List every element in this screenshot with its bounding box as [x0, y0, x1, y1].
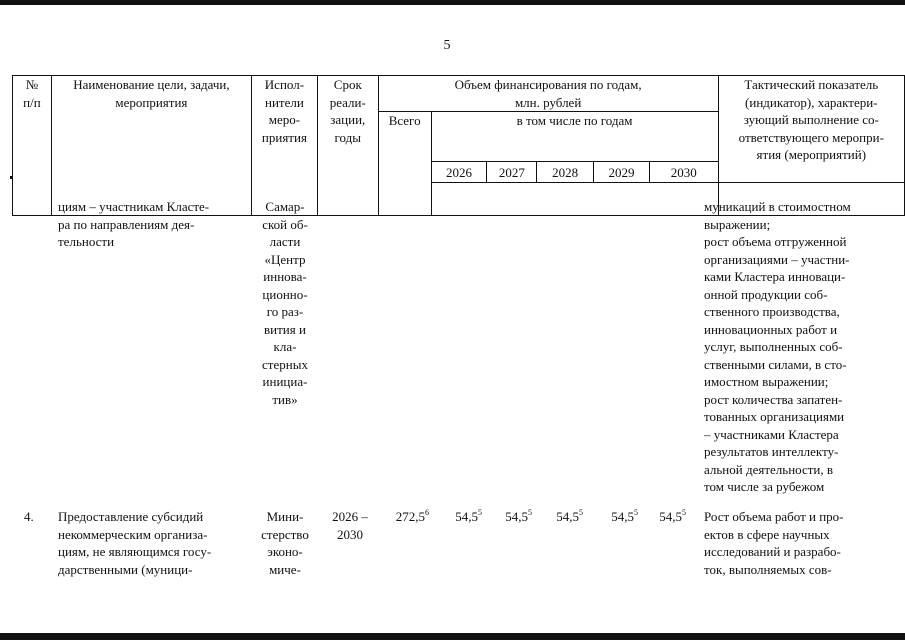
row4-period: 2026 – 2030 [332, 509, 368, 542]
header-indicator: Тактический показатель (индикатор), характери- зующий выполнение со- ответствующего меропри- ятия (мероприятий) [718, 76, 904, 183]
header-executor: Испол- нители меро- приятия [251, 76, 317, 216]
scan-border-top [0, 0, 905, 5]
row4-value-2028: 54,5$^5$ [556, 507, 583, 524]
header-year-2030: 2030 [649, 162, 718, 183]
continuation-indicator: муникаций в стоимостном выражении; рост объема отгруженной организациями – участни- ками Кластера инноваци- онной продукции соб- ственного производства, инновационных работ и услуг, выполненных соб- ственными силами, в сто- имостном выражении; рост количества запатен- тованных организациями – участниками Кластера результатов интеллекту- альной деятельности, в том числе за рубежом [704, 199, 851, 494]
header-by-years: в том числе по годам [431, 112, 718, 162]
page-number: 5 [443, 38, 451, 53]
header-year-2026: 2026 [431, 162, 487, 183]
table-header [12, 75, 905, 216]
row4-value-2026: 54,5$^5$ [455, 507, 482, 524]
header-num: № п/п [13, 76, 52, 216]
header-total: Всего [378, 112, 431, 216]
header-year-2029: 2029 [594, 162, 650, 183]
header-years-blank [431, 183, 718, 216]
row4-value-2029: 54,5$^5$ [611, 507, 638, 524]
row4-value-2030: 54,5$^5$ [659, 507, 686, 524]
continuation-name: циям – участникам Класте- ра по направлениям дея- тельности [58, 199, 210, 249]
row4-num: 4. [24, 509, 34, 524]
header-name: Наименование цели, задачи, мероприятия [51, 76, 251, 216]
row4-value-2027: 54,5$^5$ [505, 507, 532, 524]
header-period: Срок реали- зации, годы [317, 76, 378, 216]
row4-executor: Мини- стерство эконо- миче- [261, 509, 309, 577]
scan-border-bottom [0, 633, 905, 640]
header-year-2028: 2028 [537, 162, 594, 183]
header-year-2027: 2027 [487, 162, 537, 183]
row4-name: Предоставление субсидий некоммерческим организа- циям, не являющимся госу- дарственными (муници- [58, 509, 212, 577]
header-financing: Объем финансирования по годам, млн. рублей [378, 76, 718, 112]
row4-total: 272,5$^6$ [395, 507, 429, 524]
row4-indicator: Рост объема работ и про- ектов в сфере научных исследований и разрабо- ток, выполняемых сов- [704, 509, 844, 577]
continuation-executor: Самар- ской об- ласти «Центр иннова- ционно- го раз- вития и кла- стерных инициа- тив» [262, 199, 308, 407]
